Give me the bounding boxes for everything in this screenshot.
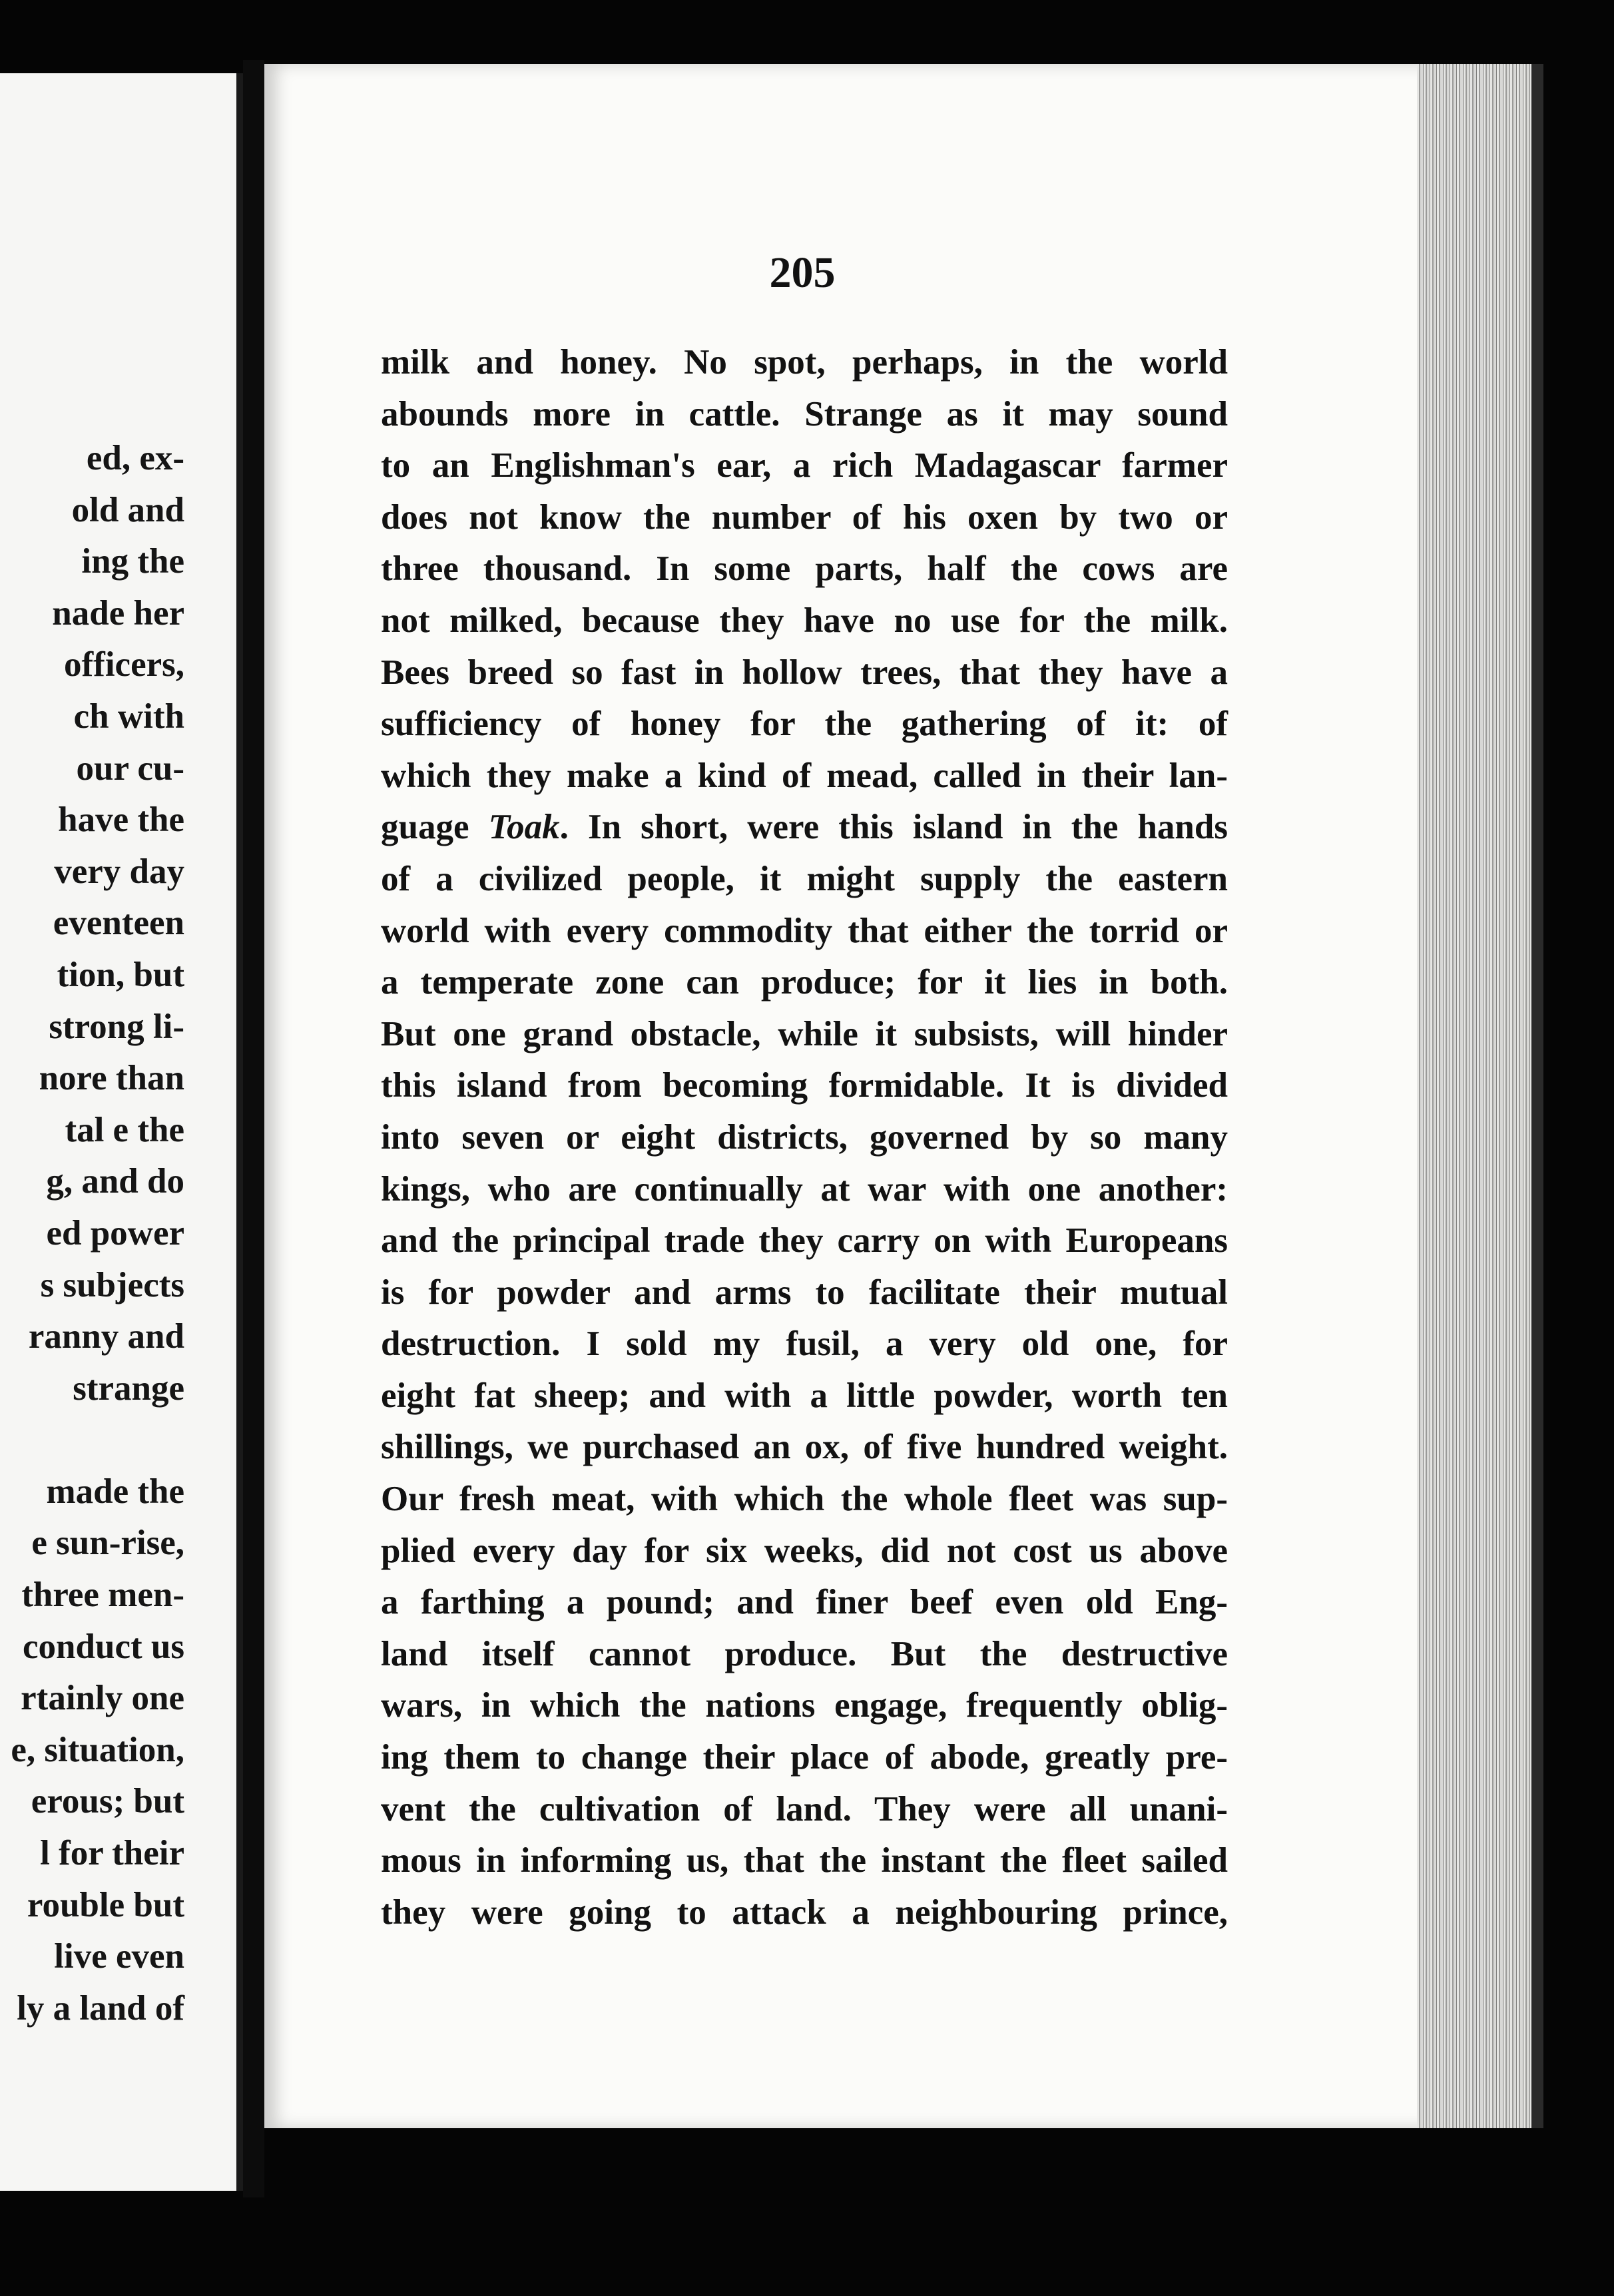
text-line: sufficiency of honey for the gathering of it: of <box>381 705 1228 744</box>
text-line: mous in informing us, that the instant the fleet sailed <box>381 1841 1228 1880</box>
text-line: to an Englishman's ear, a rich Madagascar farmer <box>381 446 1228 485</box>
left-line: nade her <box>52 593 184 633</box>
left-line: nore than <box>39 1059 184 1098</box>
left-line: three men- <box>21 1576 184 1615</box>
text-line: a temperate zone can produce; for it lies in both. <box>381 963 1228 1002</box>
text-line: of a civilized people, it might supply the eastern <box>381 859 1228 898</box>
book-gutter <box>243 60 264 2197</box>
left-line: made the <box>46 1472 184 1511</box>
text-line: guage Toak. In short, were this island in the hands <box>381 808 1228 847</box>
text-line: wars, in which the nations engage, frequently oblig- <box>381 1686 1228 1725</box>
left-line: g, and do <box>46 1162 184 1201</box>
left-line: eventeen <box>53 904 184 943</box>
left-line: rouble but <box>27 1885 184 1924</box>
left-line: live even <box>54 1937 184 1976</box>
text-line: vent the cultivation of land. They were all unani- <box>381 1789 1228 1829</box>
text-line: But one grand obstacle, while it subsists, will hinder <box>381 1014 1228 1053</box>
text-line: destruction. I sold my fusil, a very old one, for <box>381 1324 1228 1364</box>
text-line: is for powder and arms to facilitate their mutual <box>381 1273 1228 1312</box>
left-page-text <box>0 433 184 2034</box>
left-line: officers, <box>64 645 184 685</box>
left-line: ing the <box>81 542 184 581</box>
text-line: abounds more in cattle. Strange as it may sound <box>381 394 1228 433</box>
text-line: world with every commodity that either the torrid or <box>381 911 1228 950</box>
text-line: and the principal trade they carry on with Europeans <box>381 1221 1228 1261</box>
left-line: old and <box>71 490 184 529</box>
text-line: a farthing a pound; and finer beef even old Eng- <box>381 1583 1228 1622</box>
left-line: e sun-rise, <box>31 1524 184 1563</box>
text-line: Our fresh meat, with which the whole fleet was sup- <box>381 1480 1228 1519</box>
left-line: ly a land of <box>17 1988 184 2028</box>
left-line: ed, ex- <box>86 439 184 477</box>
left-line: tion, but <box>57 955 184 994</box>
text-line: ing them to change their place of abode, greatly pre- <box>381 1738 1228 1777</box>
text-line: kings, who are continually at war with one another: <box>381 1169 1228 1209</box>
text-line: milk and honey. No spot, perhaps, in the world <box>381 343 1228 382</box>
text-line: three thousand. In some parts, half the cows are <box>381 549 1228 589</box>
text-line: which they make a kind of mead, called in their lan- <box>381 756 1228 795</box>
left-line: l for their <box>40 1834 184 1873</box>
left-facing-page <box>0 73 243 2191</box>
left-line: strange <box>73 1368 184 1408</box>
left-line: ed power <box>46 1213 184 1253</box>
italic-word: Toak <box>488 808 560 847</box>
text-line: does not know the number of his oxen by two or <box>381 497 1228 537</box>
text-line: this island from becoming formidable. It is divided <box>381 1066 1228 1105</box>
page-edges <box>1417 64 1540 2128</box>
text-line: eight fat sheep; and with a little powder, worth ten <box>381 1376 1228 1415</box>
text-line: Bees breed so fast in hollow trees, that they have a <box>381 653 1228 692</box>
body-text <box>381 337 1228 1938</box>
text-line: shillings, we purchased an ox, of five hundred weight. <box>381 1428 1228 1467</box>
text-line: not milked, because they have no use for the milk. <box>381 601 1228 640</box>
left-line: very day <box>54 852 184 891</box>
left-line: have the <box>58 800 184 840</box>
left-line: tal e the <box>65 1110 184 1149</box>
page-edge-shadow <box>1531 64 1543 2128</box>
left-line: ranny and <box>28 1317 184 1356</box>
text-line: land itself cannot produce. But the destructive <box>381 1634 1228 1673</box>
text-line: into seven or eight districts, governed by so many <box>381 1117 1228 1157</box>
left-line: rtainly one <box>21 1679 184 1718</box>
text-line: they were going to attack a neighbouring prince, <box>381 1892 1228 1932</box>
left-line: conduct us <box>23 1627 184 1666</box>
left-line: erous; but <box>31 1782 184 1821</box>
page-number: 205 <box>769 248 836 297</box>
text-line: plied every day for six weeks, did not cost us above <box>381 1531 1228 1570</box>
left-line: our cu- <box>76 748 184 788</box>
left-line: ch with <box>73 697 184 736</box>
left-line: s subjects <box>40 1265 184 1304</box>
left-line: e, situation, <box>11 1730 184 1769</box>
left-line <box>0 1414 184 1466</box>
left-line: strong li- <box>49 1007 184 1046</box>
